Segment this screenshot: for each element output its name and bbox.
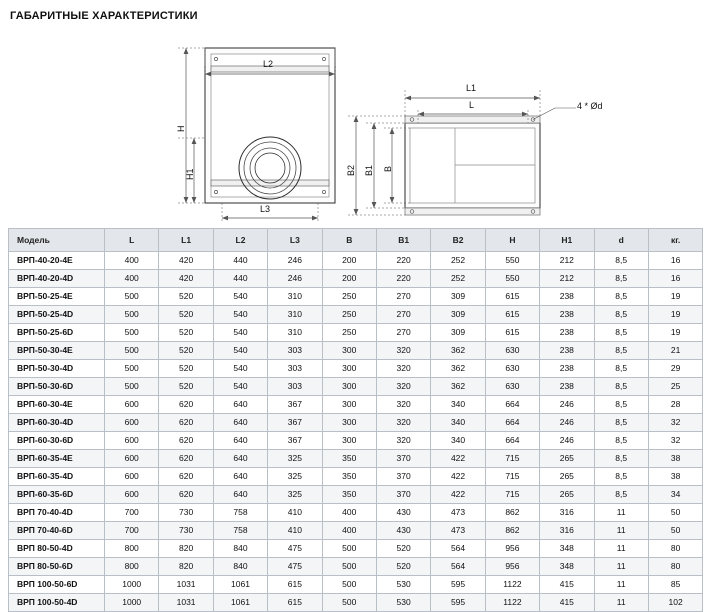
cell-d: 11 <box>594 504 648 522</box>
cell-H1: 348 <box>540 540 594 558</box>
cell-d: 11 <box>594 576 648 594</box>
cell-кг.: 80 <box>648 540 702 558</box>
table-row <box>9 594 703 612</box>
table-row <box>9 486 703 504</box>
cell-B: 350 <box>322 450 376 468</box>
cell-L: 600 <box>105 486 159 504</box>
table-header-row <box>9 229 703 252</box>
cell-model: ВРП-50-30-4D <box>9 360 105 378</box>
cell-H1: 238 <box>540 306 594 324</box>
cell-B2: 252 <box>431 252 485 270</box>
cell-кг.: 38 <box>648 450 702 468</box>
cell-L3: 303 <box>268 360 322 378</box>
cell-B2: 564 <box>431 558 485 576</box>
specs-table-body <box>9 252 703 612</box>
cell-L3: 246 <box>268 252 322 270</box>
specs-table <box>8 228 703 612</box>
cell-L: 500 <box>105 306 159 324</box>
label-B1: B1 <box>364 164 374 176</box>
cell-d: 8,5 <box>594 414 648 432</box>
cell-model: ВРП 100-50-4D <box>9 594 105 612</box>
cell-L: 500 <box>105 342 159 360</box>
cell-кг.: 19 <box>648 288 702 306</box>
cell-L1: 620 <box>159 432 213 450</box>
cell-model: ВРП-60-30-6D <box>9 432 105 450</box>
column-header-8: H <box>485 229 539 252</box>
cell-H1: 238 <box>540 360 594 378</box>
cell-L2: 640 <box>213 468 267 486</box>
cell-B1: 530 <box>376 576 430 594</box>
cell-d: 11 <box>594 594 648 612</box>
cell-кг.: 32 <box>648 432 702 450</box>
cell-d: 11 <box>594 558 648 576</box>
table-row <box>9 324 703 342</box>
cell-B2: 309 <box>431 324 485 342</box>
cell-H: 630 <box>485 360 539 378</box>
cell-H: 956 <box>485 540 539 558</box>
column-header-5: B <box>322 229 376 252</box>
cell-L3: 367 <box>268 432 322 450</box>
cell-H1: 265 <box>540 450 594 468</box>
cell-H: 664 <box>485 432 539 450</box>
table-row <box>9 558 703 576</box>
cell-H: 630 <box>485 342 539 360</box>
cell-B: 250 <box>322 324 376 342</box>
cell-кг.: 19 <box>648 324 702 342</box>
cell-H1: 415 <box>540 594 594 612</box>
cell-H1: 238 <box>540 288 594 306</box>
cell-B2: 422 <box>431 486 485 504</box>
cell-H: 615 <box>485 306 539 324</box>
cell-L1: 620 <box>159 396 213 414</box>
cell-model: ВРП 70-40-4D <box>9 504 105 522</box>
cell-H: 715 <box>485 468 539 486</box>
cell-L1: 620 <box>159 414 213 432</box>
cell-model: ВРП-60-35-4E <box>9 450 105 468</box>
cell-L3: 410 <box>268 504 322 522</box>
cell-L3: 310 <box>268 288 322 306</box>
cell-L: 1000 <box>105 594 159 612</box>
label-B2: B2 <box>346 164 356 176</box>
cell-model: ВРП-50-30-4E <box>9 342 105 360</box>
cell-L3: 325 <box>268 450 322 468</box>
column-header-1: L <box>105 229 159 252</box>
cell-model: ВРП-50-25-4E <box>9 288 105 306</box>
cell-L1: 620 <box>159 468 213 486</box>
cell-B1: 270 <box>376 306 430 324</box>
cell-H1: 212 <box>540 252 594 270</box>
cell-L3: 310 <box>268 324 322 342</box>
cell-B1: 430 <box>376 504 430 522</box>
cell-L3: 367 <box>268 414 322 432</box>
cell-model: ВРП-40-20-4E <box>9 252 105 270</box>
cell-B: 300 <box>322 342 376 360</box>
cell-H: 615 <box>485 288 539 306</box>
cell-d: 8,5 <box>594 450 648 468</box>
label-L3: L3 <box>260 204 271 214</box>
cell-L3: 410 <box>268 522 322 540</box>
cell-model: ВРП 70-40-6D <box>9 522 105 540</box>
specs-table-head <box>9 229 703 252</box>
cell-B2: 340 <box>431 396 485 414</box>
cell-B: 250 <box>322 288 376 306</box>
cell-L1: 420 <box>159 252 213 270</box>
cell-B2: 252 <box>431 270 485 288</box>
cell-B: 500 <box>322 594 376 612</box>
cell-d: 8,5 <box>594 288 648 306</box>
cell-кг.: 29 <box>648 360 702 378</box>
column-header-11: кг. <box>648 229 702 252</box>
cell-L2: 540 <box>213 360 267 378</box>
cell-B2: 595 <box>431 594 485 612</box>
cell-H: 862 <box>485 504 539 522</box>
cell-H1: 212 <box>540 270 594 288</box>
cell-L2: 540 <box>213 306 267 324</box>
cell-L1: 1031 <box>159 576 213 594</box>
cell-L: 700 <box>105 504 159 522</box>
cell-d: 8,5 <box>594 360 648 378</box>
cell-B: 500 <box>322 540 376 558</box>
cell-L2: 758 <box>213 504 267 522</box>
cell-B1: 270 <box>376 288 430 306</box>
cell-H1: 265 <box>540 468 594 486</box>
cell-L2: 640 <box>213 396 267 414</box>
cell-кг.: 50 <box>648 522 702 540</box>
cell-H1: 316 <box>540 522 594 540</box>
cell-L1: 520 <box>159 306 213 324</box>
cell-d: 8,5 <box>594 306 648 324</box>
table-row <box>9 270 703 288</box>
cell-d: 8,5 <box>594 252 648 270</box>
cell-B2: 564 <box>431 540 485 558</box>
cell-L2: 640 <box>213 486 267 504</box>
cell-L1: 620 <box>159 450 213 468</box>
cell-B: 500 <box>322 558 376 576</box>
column-header-10: d <box>594 229 648 252</box>
cell-L: 400 <box>105 270 159 288</box>
cell-B: 400 <box>322 504 376 522</box>
cell-L2: 640 <box>213 450 267 468</box>
cell-B: 250 <box>322 306 376 324</box>
cell-L3: 615 <box>268 576 322 594</box>
table-row <box>9 504 703 522</box>
cell-L2: 640 <box>213 414 267 432</box>
cell-кг.: 16 <box>648 252 702 270</box>
cell-B: 350 <box>322 486 376 504</box>
cell-B1: 320 <box>376 342 430 360</box>
cell-H: 956 <box>485 558 539 576</box>
cell-L3: 246 <box>268 270 322 288</box>
drawing-svg <box>0 28 710 224</box>
cell-B1: 520 <box>376 558 430 576</box>
cell-L3: 475 <box>268 558 322 576</box>
cell-кг.: 50 <box>648 504 702 522</box>
cell-L: 600 <box>105 414 159 432</box>
cell-H1: 265 <box>540 486 594 504</box>
cell-H: 1122 <box>485 594 539 612</box>
cell-B1: 370 <box>376 486 430 504</box>
cell-H: 715 <box>485 450 539 468</box>
cell-L3: 475 <box>268 540 322 558</box>
cell-B1: 520 <box>376 540 430 558</box>
cell-B2: 340 <box>431 414 485 432</box>
cell-B: 350 <box>322 468 376 486</box>
cell-H1: 316 <box>540 504 594 522</box>
cell-d: 8,5 <box>594 324 648 342</box>
cell-B1: 320 <box>376 396 430 414</box>
cell-H1: 238 <box>540 342 594 360</box>
cell-B2: 362 <box>431 342 485 360</box>
cell-L1: 730 <box>159 504 213 522</box>
cell-H1: 348 <box>540 558 594 576</box>
cell-кг.: 80 <box>648 558 702 576</box>
cell-model: ВРП-60-30-4D <box>9 414 105 432</box>
cell-B: 300 <box>322 432 376 450</box>
cell-d: 11 <box>594 540 648 558</box>
cell-L1: 520 <box>159 342 213 360</box>
cell-кг.: 34 <box>648 486 702 504</box>
cell-H1: 415 <box>540 576 594 594</box>
cell-L2: 758 <box>213 522 267 540</box>
cell-L: 500 <box>105 324 159 342</box>
column-header-6: B1 <box>376 229 430 252</box>
cell-H: 615 <box>485 324 539 342</box>
cell-B: 200 <box>322 270 376 288</box>
label-B: B <box>383 165 393 172</box>
cell-L2: 1061 <box>213 576 267 594</box>
cell-кг.: 32 <box>648 414 702 432</box>
cell-model: ВРП-60-30-4E <box>9 396 105 414</box>
cell-d: 8,5 <box>594 378 648 396</box>
cell-B2: 595 <box>431 576 485 594</box>
cell-L: 800 <box>105 558 159 576</box>
label-L: L <box>469 100 475 110</box>
cell-L1: 420 <box>159 270 213 288</box>
table-row <box>9 468 703 486</box>
cell-L1: 520 <box>159 288 213 306</box>
cell-model: ВРП-60-35-6D <box>9 486 105 504</box>
cell-B: 300 <box>322 360 376 378</box>
cell-L: 600 <box>105 450 159 468</box>
cell-L3: 367 <box>268 396 322 414</box>
cell-L: 400 <box>105 252 159 270</box>
cell-L2: 640 <box>213 432 267 450</box>
label-L1: L1 <box>466 83 477 93</box>
column-header-2: L1 <box>159 229 213 252</box>
column-header-0: Модель <box>9 229 105 252</box>
cell-L3: 325 <box>268 486 322 504</box>
cell-B2: 340 <box>431 432 485 450</box>
cell-B2: 309 <box>431 306 485 324</box>
cell-L1: 520 <box>159 360 213 378</box>
cell-L2: 540 <box>213 378 267 396</box>
cell-кг.: 19 <box>648 306 702 324</box>
cell-model: ВРП-40-20-4D <box>9 270 105 288</box>
cell-L: 500 <box>105 378 159 396</box>
cell-d: 8,5 <box>594 432 648 450</box>
cell-d: 8,5 <box>594 342 648 360</box>
cell-B1: 320 <box>376 360 430 378</box>
cell-L2: 540 <box>213 288 267 306</box>
cell-L1: 820 <box>159 540 213 558</box>
cell-L1: 620 <box>159 486 213 504</box>
cell-B2: 362 <box>431 378 485 396</box>
cell-кг.: 102 <box>648 594 702 612</box>
cell-L2: 840 <box>213 540 267 558</box>
cell-B: 200 <box>322 252 376 270</box>
column-header-3: L2 <box>213 229 267 252</box>
cell-H: 862 <box>485 522 539 540</box>
table-row <box>9 360 703 378</box>
cell-кг.: 21 <box>648 342 702 360</box>
table-row <box>9 252 703 270</box>
cell-кг.: 25 <box>648 378 702 396</box>
cell-model: ВРП 80-50-4D <box>9 540 105 558</box>
cell-L2: 440 <box>213 270 267 288</box>
cell-B2: 422 <box>431 450 485 468</box>
cell-H: 550 <box>485 270 539 288</box>
cell-H1: 246 <box>540 414 594 432</box>
cell-L: 500 <box>105 360 159 378</box>
cell-B2: 473 <box>431 522 485 540</box>
cell-model: ВРП 100-50-6D <box>9 576 105 594</box>
cell-model: ВРП-50-25-4D <box>9 306 105 324</box>
cell-H1: 238 <box>540 324 594 342</box>
cell-кг.: 85 <box>648 576 702 594</box>
cell-кг.: 28 <box>648 396 702 414</box>
cell-H: 664 <box>485 396 539 414</box>
dimension-drawing <box>0 28 710 224</box>
table-row <box>9 378 703 396</box>
cell-H: 550 <box>485 252 539 270</box>
cell-B2: 422 <box>431 468 485 486</box>
cell-L1: 520 <box>159 378 213 396</box>
label-H1: H1 <box>185 168 195 180</box>
page-title: ГАБАРИТНЫЕ ХАРАКТЕРИСТИКИ <box>10 10 198 22</box>
cell-L: 700 <box>105 522 159 540</box>
label-H: H <box>176 125 186 132</box>
cell-кг.: 38 <box>648 468 702 486</box>
cell-L1: 730 <box>159 522 213 540</box>
column-header-7: B2 <box>431 229 485 252</box>
cell-H: 664 <box>485 414 539 432</box>
cell-model: ВРП-60-35-4D <box>9 468 105 486</box>
cell-L1: 820 <box>159 558 213 576</box>
cell-B1: 220 <box>376 270 430 288</box>
table-row <box>9 432 703 450</box>
cell-L3: 303 <box>268 342 322 360</box>
cell-L: 1000 <box>105 576 159 594</box>
cell-B1: 530 <box>376 594 430 612</box>
cell-H: 715 <box>485 486 539 504</box>
cell-d: 8,5 <box>594 270 648 288</box>
column-header-9: H1 <box>540 229 594 252</box>
cell-кг.: 16 <box>648 270 702 288</box>
cell-B2: 473 <box>431 504 485 522</box>
table-row <box>9 306 703 324</box>
cell-model: ВРП-50-30-6D <box>9 378 105 396</box>
cell-H1: 246 <box>540 432 594 450</box>
label-L2: L2 <box>263 59 274 69</box>
label-holes: 4 * Ød <box>577 101 603 111</box>
cell-B1: 370 <box>376 450 430 468</box>
cell-B: 300 <box>322 414 376 432</box>
cell-L2: 540 <box>213 342 267 360</box>
cell-L: 600 <box>105 432 159 450</box>
cell-B: 500 <box>322 576 376 594</box>
cell-L2: 1061 <box>213 594 267 612</box>
table-row <box>9 576 703 594</box>
cell-B: 400 <box>322 522 376 540</box>
table-row <box>9 450 703 468</box>
table-row <box>9 540 703 558</box>
table-row <box>9 342 703 360</box>
cell-model: ВРП-50-25-6D <box>9 324 105 342</box>
cell-d: 8,5 <box>594 486 648 504</box>
cell-L2: 840 <box>213 558 267 576</box>
cell-B: 300 <box>322 396 376 414</box>
cell-L1: 520 <box>159 324 213 342</box>
cell-L3: 325 <box>268 468 322 486</box>
cell-B1: 220 <box>376 252 430 270</box>
cell-d: 11 <box>594 522 648 540</box>
cell-B: 300 <box>322 378 376 396</box>
cell-H: 630 <box>485 378 539 396</box>
cell-L: 500 <box>105 288 159 306</box>
cell-L2: 440 <box>213 252 267 270</box>
cell-B1: 430 <box>376 522 430 540</box>
cell-d: 8,5 <box>594 396 648 414</box>
cell-d: 8,5 <box>594 468 648 486</box>
cell-B1: 370 <box>376 468 430 486</box>
table-row <box>9 396 703 414</box>
table-row <box>9 414 703 432</box>
cell-B2: 362 <box>431 360 485 378</box>
specs-table-wrap <box>8 228 702 612</box>
cell-L: 800 <box>105 540 159 558</box>
cell-L3: 303 <box>268 378 322 396</box>
cell-H1: 246 <box>540 396 594 414</box>
cell-B1: 270 <box>376 324 430 342</box>
cell-L1: 1031 <box>159 594 213 612</box>
cell-L: 600 <box>105 396 159 414</box>
cell-H1: 238 <box>540 378 594 396</box>
cell-L2: 540 <box>213 324 267 342</box>
cell-B2: 309 <box>431 288 485 306</box>
cell-B1: 320 <box>376 432 430 450</box>
cell-B1: 320 <box>376 378 430 396</box>
cell-B1: 320 <box>376 414 430 432</box>
cell-L3: 310 <box>268 306 322 324</box>
cell-L3: 615 <box>268 594 322 612</box>
cell-L: 600 <box>105 468 159 486</box>
cell-H: 1122 <box>485 576 539 594</box>
column-header-4: L3 <box>268 229 322 252</box>
cell-model: ВРП 80-50-6D <box>9 558 105 576</box>
table-row <box>9 288 703 306</box>
